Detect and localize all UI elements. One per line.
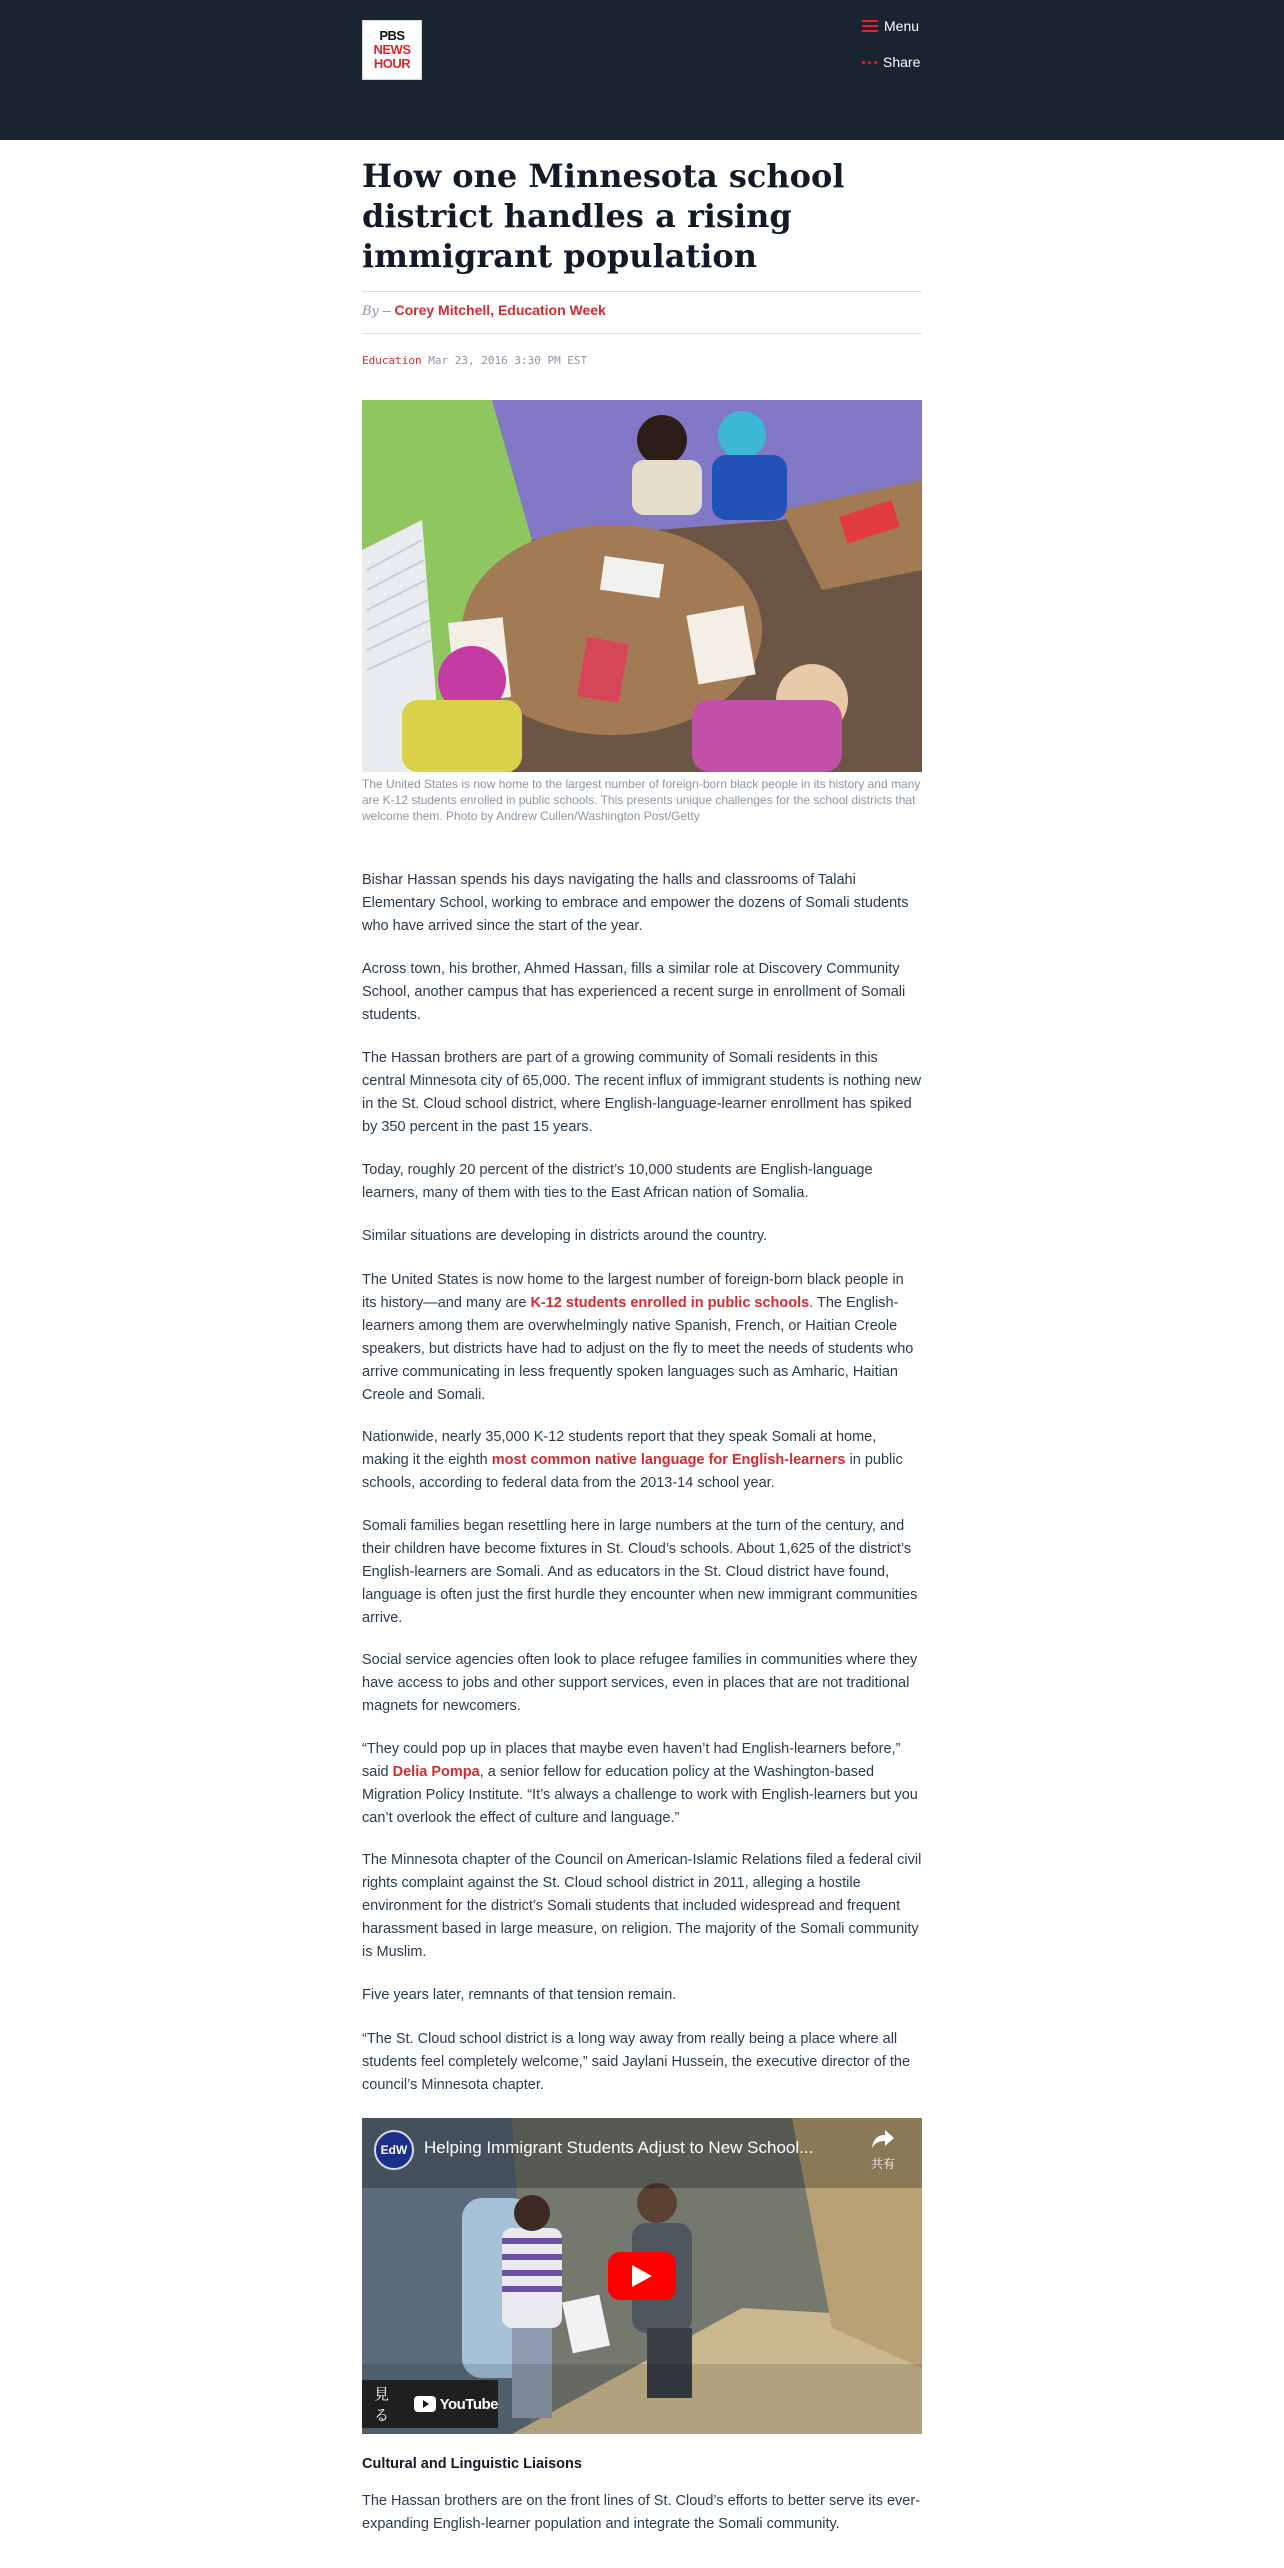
delia-pompa-link[interactable]: Delia Pompa: [392, 1764, 480, 1780]
logo-text-pbs: PBS: [379, 28, 405, 43]
paragraph-text: , a senior fellow for education policy at the Washington-based Migration Policy Institute. “It’s always a challenge to work with English-learners but you can’t overlook the effect of culture and language.”: [362, 1764, 918, 1826]
hamburger-icon: [862, 20, 878, 32]
video-share-label: 共有: [870, 2157, 895, 2171]
category-link[interactable]: Education: [362, 354, 422, 367]
menu-label: Menu: [884, 18, 920, 34]
paragraph: “The St. Cloud school district is a long way away from really being a place where all students feel completely welcome,” said Jaylani Hussein, the executive director of the council’s Minnesota chapter.: [362, 2031, 911, 2093]
watch-label: 見る: [374, 2386, 390, 2424]
paragraph: Somali families began resettling here in large numbers at the turn of the century, and their children have become fixtures in St. Cloud’s schools. About 1,625 of the district’s English-learners are Somali. And as educators in the St. Cloud district have found, language is often just the first hurdle they encounter when new immigrant communities arrive.: [362, 1518, 918, 1626]
lead-photo: [362, 400, 922, 772]
watch-on-youtube-button[interactable]: [362, 2380, 498, 2428]
paragraph: [362, 1269, 922, 1407]
pbs-newshour-logo[interactable]: [362, 20, 422, 80]
paragraph: Across town, his brother, Ahmed Hassan, fills a similar role at Discovery Community School, another campus that has experienced a recent surge in enrollment of Somali students.: [362, 961, 906, 1023]
dots-icon: [862, 61, 877, 64]
paragraph: Social service agencies often look to place refugee families in communities where they have access to jobs and other support services, even in places that are not traditional magnets for newcomers.: [362, 1652, 918, 1714]
article-meta: [362, 354, 587, 367]
k12-students-link[interactable]: K-12 students enrolled in public schools: [530, 1295, 810, 1311]
play-icon: [632, 2265, 652, 2287]
byline-prefix: By: [362, 304, 379, 319]
paragraph-text: “They could pop up in places that maybe even haven’t had English-learners before,” said: [362, 1741, 901, 1780]
logo-text-hour: HOUR: [373, 56, 411, 71]
paragraph-text: . The English-learners among them are overwhelmingly native Spanish, French, or Haitian Creole speakers, but districts have had to adjust on the fly to meet the needs of students who arrive communicating in less frequently spoken languages such as Amharic, Haitian Creole and Somali.: [362, 1295, 914, 1403]
video-share-button[interactable]: [862, 2128, 904, 2172]
youtube-logo: [414, 2396, 498, 2413]
play-button[interactable]: [608, 2252, 676, 2300]
youtube-wordmark: YouTube: [439, 2395, 498, 2413]
paragraph: Today, roughly 20 percent of the district’s 10,000 students are English-language learners, many of them with ties to the East African nation of Somalia.: [362, 1162, 873, 1201]
article-title: How one Minnesota school district handles a rising immigrant population: [362, 157, 845, 275]
paragraph-text: The United States is now home to the largest number of foreign-born black people in its history—and many are: [362, 1272, 904, 1311]
share-arrow-icon: [871, 2128, 895, 2150]
paragraph: Similar situations are developing in districts around the country.: [362, 1228, 768, 1244]
paragraph: Five years later, remnants of that tension remain.: [362, 1987, 677, 2003]
youtube-icon: [414, 2396, 436, 2412]
classroom-photo-image: [362, 400, 922, 772]
site-header: [0, 0, 1284, 140]
photo-caption: The United States is now home to the largest number of foreign-born black people in its history and many are K-12 students enrolled in public schools. This presents unique challenges for the school districts that welcome them. Photo by Andrew Cullen/Washington Post/Getty: [362, 777, 921, 823]
byline-separator: –: [382, 302, 391, 318]
paragraph: Bishar Hassan spends his days navigating the halls and classrooms of Talahi Elementary School, working to embrace and empower the dozens of Somali students who have arrived since the start of the year.: [362, 872, 909, 934]
paragraph: The Hassan brothers are on the front lines of St. Cloud’s efforts to better serve its ever-expanding English-learner population and integrate the Somali community.: [362, 2493, 920, 2532]
author-link[interactable]: Corey Mitchell, Education Week: [394, 302, 606, 318]
title-divider: [362, 291, 922, 292]
byline: [362, 302, 606, 319]
section-heading: Cultural and Linguistic Liaisons: [362, 2456, 582, 2472]
paragraph: [362, 1426, 922, 1495]
byline-divider: [362, 333, 922, 334]
paragraph-text: in public schools, according to federal data from the 2013-14 school year.: [362, 1452, 903, 1491]
paragraph: [362, 1738, 922, 1830]
video-title[interactable]: Helping Immigrant Students Adjust to New School...: [424, 2138, 814, 2157]
paragraph-text: Nationwide, nearly 35,000 K-12 students report that they speak Somali at home, making it the eighth: [362, 1429, 877, 1468]
menu-button[interactable]: [862, 18, 919, 34]
publish-date: Mar 23, 2016 3:30 PM EST: [428, 354, 588, 367]
paragraph: The Hassan brothers are part of a growing community of Somali residents in this central Minnesota city of 65,000. The recent influx of immigrant students is nothing new in the St. Cloud school district, where English-language-learner enrollment has spiked by 350 percent in the past 15 years.: [362, 1050, 922, 1135]
paragraph: The Minnesota chapter of the Council on American-Islamic Relations filed a federal civil rights complaint against the St. Cloud school district in 2011, alleging a hostile environment for the district’s Somali students that included widespread and frequent harassment based in large measure, on religion. The majority of the Somali community is Muslim.: [362, 1852, 922, 1960]
native-language-link[interactable]: most common native language for English-learners: [491, 1452, 846, 1468]
logo-text-news: NEWS: [373, 42, 411, 57]
share-label: Share: [883, 54, 921, 70]
embedded-youtube-video[interactable]: [362, 2118, 922, 2434]
share-button[interactable]: [862, 54, 920, 70]
channel-avatar[interactable]: EdW: [374, 2130, 414, 2170]
